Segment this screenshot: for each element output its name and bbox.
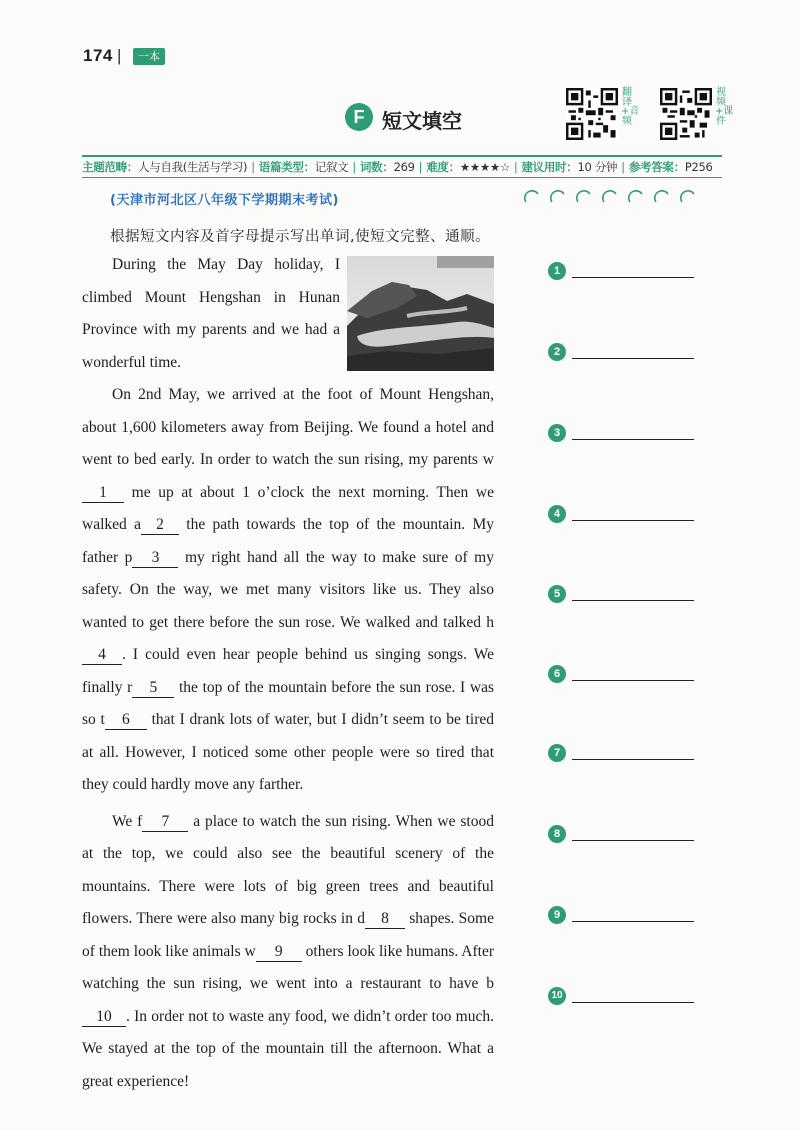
blank-9[interactable]: 9 (256, 943, 302, 962)
answer-number: 5 (548, 585, 566, 603)
paragraph-2: On 2nd May, we arrived at the foot of Mount Hengshan, about 1,600 kilometers away from Beijing. We found a hotel and went to bed early. In order to watch the sun rising, my parents w1 me up at about 1 o’clock the next morning. Then we walked a 2 the path towards the top of the mountain. My father p 3 my right hand all the way to make sure of my safety. On the way, we met many visitors like us. They also wanted to get there before the sun rose. We walked and talked h4 . I could even hear people behind us singing songs. We finally r 5 the top of the mountain before the sun rose. I was so t 6 that I drank lots of water, but I didn’t seem to be tired at all. However, I noticed some other people were so tired that they could hardly move any farther. (82, 386, 495, 793)
difficulty-value: ★★★★☆ (459, 160, 510, 174)
page-separator: | (117, 46, 122, 65)
section-title: 短文填空 (382, 109, 462, 133)
time-value: 10 分钟 (577, 160, 618, 174)
answer-number: 9 (548, 906, 566, 924)
answer-key: 参考答案： (628, 160, 685, 174)
words-value: 269 (393, 160, 415, 174)
time-key: 建议用时： (521, 160, 578, 174)
brand-tag: 一本 (133, 48, 165, 65)
blank-8[interactable]: 8 (365, 910, 405, 929)
answer-line[interactable] (572, 277, 694, 278)
binder-rings-icon (523, 188, 723, 208)
qr-code-video-icon[interactable] (660, 88, 712, 140)
answer-line[interactable] (572, 840, 694, 841)
theme-key: 主题范畴： (82, 160, 138, 174)
exam-source: (天津市河北区八年级下学期期末考试) (110, 193, 339, 208)
info-bar: 主题范畴：人与自我(生活与学习) | 语篇类型：记叙文 | 词数：269 | 难度：★★★★☆ | 建议用时：10 分钟 | 参考答案：P256 (82, 155, 722, 178)
qr-label-video: 视频+课件 (715, 87, 734, 127)
type-key: 语篇类型： (258, 160, 315, 174)
answer-line[interactable] (572, 680, 694, 681)
blank-3[interactable]: 3 (132, 549, 178, 568)
instruction: 根据短文内容及首字母提示写出单词,使短文完整、通顺。 (110, 229, 491, 245)
answer-line[interactable] (572, 520, 694, 521)
answer-number: 2 (548, 343, 566, 361)
passage (82, 249, 494, 379)
answer-number: 8 (548, 825, 566, 843)
answer-line[interactable] (572, 1002, 694, 1003)
answer-number: 7 (548, 744, 566, 762)
answer-line[interactable] (572, 759, 694, 760)
difficulty-key: 难度： (426, 160, 460, 174)
answer-number: 4 (548, 505, 566, 523)
blank-7[interactable]: 7 (142, 813, 188, 832)
answer-number: 1 (548, 262, 566, 280)
blank-5[interactable]: 5 (132, 679, 174, 698)
passage-body (82, 379, 494, 1098)
theme-value: 人与自我(生活与学习) (138, 160, 248, 174)
answer-value: P256 (684, 160, 713, 174)
qr-code-translation-icon[interactable] (566, 88, 618, 140)
answer-line[interactable] (572, 600, 694, 601)
paragraph-1: During the May Day holiday, I climbed Mount Hengshan in Hunan Province with my parents and we had a wonderful time. (82, 256, 340, 371)
answer-number: 3 (548, 424, 566, 442)
answer-line[interactable] (572, 921, 694, 922)
answer-number: 10 (548, 987, 566, 1005)
blank-6[interactable]: 6 (105, 711, 147, 730)
answer-number: 6 (548, 665, 566, 683)
type-value: 记叙文 (314, 160, 349, 174)
blank-1[interactable]: 1 (82, 484, 124, 503)
blank-10[interactable]: 10 (82, 1008, 126, 1027)
words-key: 词数： (359, 160, 394, 174)
page-number: 174 (83, 46, 113, 65)
answer-line[interactable] (572, 358, 694, 359)
blank-4[interactable]: 4 (82, 646, 122, 665)
blank-2[interactable]: 2 (141, 516, 179, 535)
paragraph-3: We f 7 a place to watch the sun rising. When we stood at the top, we could also see the beautiful scenery of the mountains. There were lots of big green trees and beautiful flowers. There were also many big rocks in d 8 shapes. Some of them look like animals w 9 others look like humans. After watching the sun rising, we went into a restaurant to have b10 . In order not to waste any food, we didn’t order too much. We stayed at the top of the mountain till the afternoon. What a great experience! (82, 812, 495, 1090)
answer-line[interactable] (572, 439, 694, 440)
section-badge: F (345, 103, 373, 131)
qr-label-translation: 翻译+音频 (621, 87, 640, 127)
